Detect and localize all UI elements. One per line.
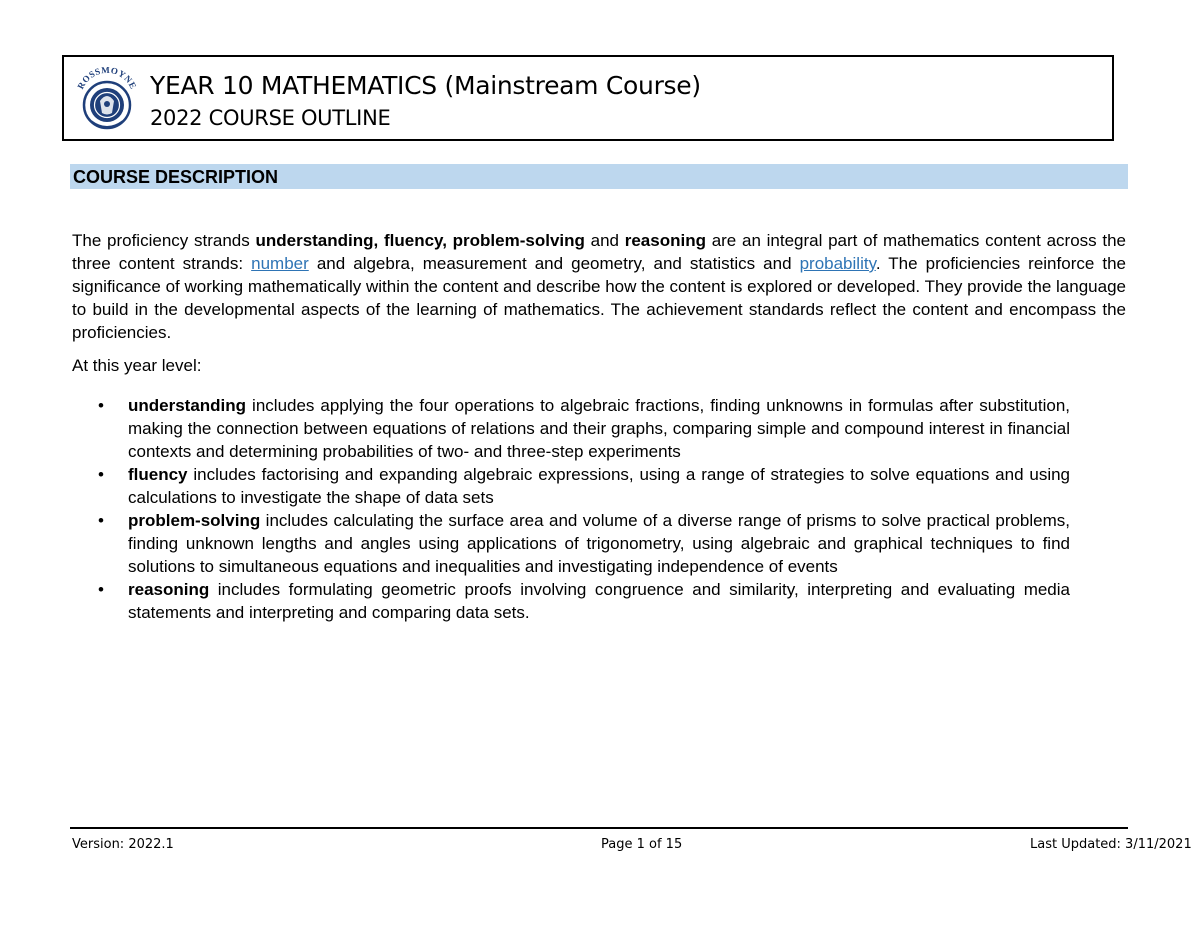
intro-paragraph — [72, 229, 1126, 344]
intro-text: . The proficiencies reinforce the significance of working mathematically within the content and describe how the content is explored or developed. They provide the language to build in the developmental aspects of the learning of mathematics. The achievement standards reflect the content and encompass the proficiencies. — [72, 254, 1126, 342]
intro-text: are an integral part of mathematics content across the three content strands: — [72, 231, 1127, 273]
bullet-icon: • — [98, 465, 104, 484]
document-subtitle: 2022 COURSE OUTLINE — [150, 106, 391, 130]
bullet-text: includes factorising and expanding algebraic expressions, using a range of strategies to solve equations and using calculations to investigate the shape of data sets — [128, 465, 1070, 507]
proficiency-list — [72, 394, 1070, 624]
number-link[interactable]: number — [251, 254, 309, 273]
year-level-text: At this year level: — [72, 356, 202, 375]
bullet-term: understanding — [128, 396, 247, 415]
bullet-icon: • — [98, 511, 104, 530]
course-description — [72, 229, 1126, 624]
bullet-icon: • — [98, 396, 104, 415]
section-heading-bar — [70, 164, 1128, 189]
footer-page-number: Page 1 of 15 — [601, 837, 683, 852]
list-item — [98, 394, 1070, 463]
document-title: YEAR 10 MATHEMATICS (Mainstream Course) — [150, 71, 701, 100]
bullet-term: fluency — [128, 465, 188, 484]
intro-bold-reasoning: reasoning — [624, 231, 706, 250]
intro-text: and — [584, 231, 625, 250]
probability-link[interactable]: probability — [799, 254, 876, 273]
intro-text: The proficiency strands — [72, 231, 256, 250]
list-item — [98, 463, 1070, 509]
bullet-text: includes formulating geometric proofs involving congruence and similarity, interpreting and evaluating media statements and interpreting and comparing data sets. — [128, 580, 1070, 622]
section-heading: COURSE DESCRIPTION — [73, 167, 279, 187]
bullet-term: reasoning — [128, 580, 210, 599]
footer-version: Version: 2022.1 — [72, 837, 174, 852]
bullet-text: includes applying the four operations to algebraic fractions, finding unknowns in formulas after substitution, making the connection between equations of relations and their graphs, comparing simple and compound interest in financial contexts and determining probabilities of two- and three-step experiments — [128, 396, 1070, 461]
footer-last-updated: Last Updated: 3/11/2021 — [1030, 837, 1192, 852]
list-item — [98, 578, 1070, 624]
footer-divider — [70, 827, 1128, 829]
list-item — [98, 509, 1070, 578]
bullet-term: problem-solving — [128, 511, 261, 530]
bullet-text: includes calculating the surface area and volume of a diverse range of prisms to solve practical problems, finding unknown lengths and angles using applications of trigonometry, using algebraic and graphical techniques to find solutions to simultaneous equations and inequalities and investigating independence of events — [128, 511, 1070, 576]
school-crest-icon — [70, 61, 144, 137]
document-header — [62, 55, 1114, 141]
bullet-icon: • — [98, 580, 104, 599]
intro-bold-strands: understanding, fluency, problem-solving — [255, 231, 585, 250]
intro-text: and algebra, measurement and geometry, and statistics and — [308, 254, 800, 273]
crest-text: ROSSMOYNE — [75, 64, 139, 91]
